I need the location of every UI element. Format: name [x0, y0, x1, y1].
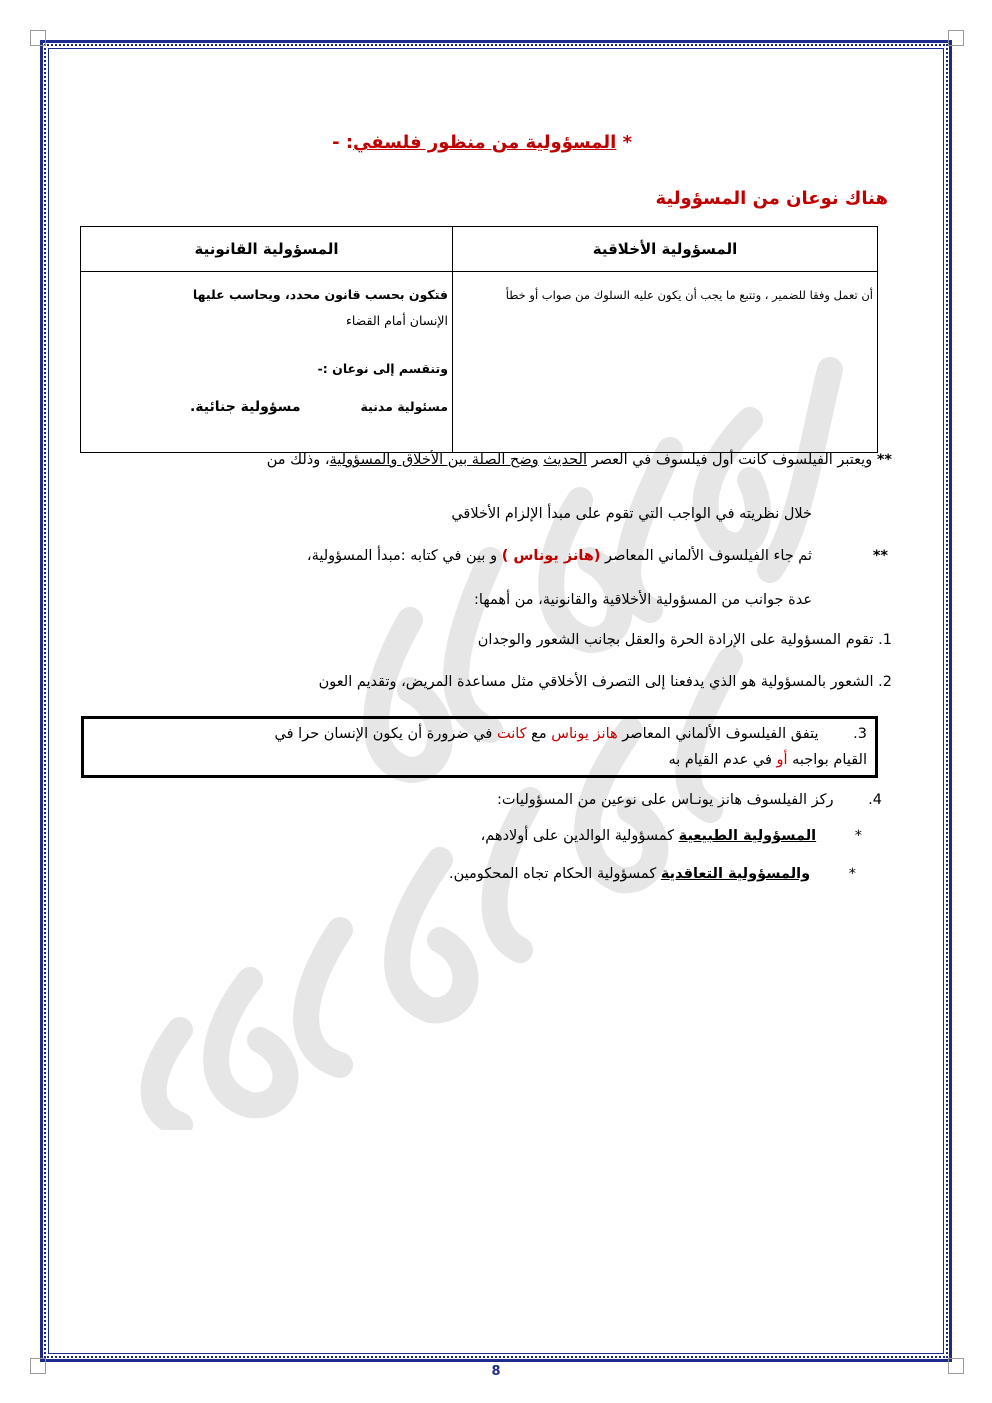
list-item-4: [497, 792, 882, 808]
item3-or: أو: [776, 752, 788, 768]
title-main: المسؤولية من منظور فلسفي: [353, 132, 617, 153]
bullet-contract: [449, 866, 856, 882]
legal-cell: [81, 272, 453, 453]
list-text-4: ركز الفيلسوف هانز يونـاس على نوعين من المسؤوليات:: [496, 792, 834, 808]
kant-text-3: ، وذلك من: [266, 452, 330, 468]
responsibility-table: [80, 226, 878, 453]
corner-mark: [30, 30, 46, 46]
list-text-3b: مع: [526, 726, 552, 742]
bullet-natural: [481, 828, 862, 844]
list-num-4: 4.: [868, 792, 882, 808]
legal-civil: مسئولية مدنية: [360, 399, 448, 414]
legal-line2: الإنسان أمام القضاء: [345, 313, 448, 328]
page-number: 8: [491, 1364, 501, 1379]
natural-label: المسؤولية الطبيعية: [678, 828, 817, 844]
corner-mark: [948, 30, 964, 46]
list-num-1: 1.: [878, 632, 892, 648]
moral-text: أن تعمل وفقا للضمير ، وتتبع ما يجب أن يكون عليه السلوك من صواب أو خطأ: [505, 288, 873, 302]
list-num-2: 2.: [878, 674, 892, 690]
highlight-box: [81, 716, 878, 778]
kant-paragraph: [267, 452, 892, 468]
jonas-prefix: **: [872, 548, 888, 564]
list-text-3c: في ضرورة أن يكون الإنسان حرا في: [274, 726, 497, 742]
item3-kant: كانت: [496, 726, 527, 742]
natural-text: كمسؤولية الوالدين على أولادهم،: [480, 828, 679, 844]
contract-text: كمسؤولية الحكام تجاه المحكومين.: [449, 866, 661, 882]
title-suffix: : -: [332, 132, 354, 153]
title-star: *: [622, 132, 632, 153]
list-text-1: تقوم المسؤولية على الإرادة الحرة والعقل بجانب الشعور والوجدان: [477, 632, 874, 648]
list-text-3e: في عدم القيام به: [668, 752, 777, 768]
list-text-3a: يتفق الفيلسوف الألماني المعاصر: [617, 726, 819, 742]
bullet-star: *: [854, 828, 862, 844]
list-item-2: [319, 674, 892, 690]
list-num-3: 3.: [853, 726, 867, 742]
item3-jonas: هانز يوناس: [551, 726, 618, 742]
jonas-paragraph: [307, 548, 812, 564]
jonas-name: (هانز يوناس ): [501, 548, 601, 564]
legal-divided: وتنقسم إلى نوعان :-: [317, 361, 448, 376]
kant-modern: الحديث: [543, 452, 587, 468]
kant-prefix: **: [876, 452, 892, 468]
kant-line2: خلال نظريته في الواجب التي تقوم على مبدأ الإلزام الأخلاقي: [451, 506, 812, 522]
moral-cell: [453, 272, 878, 453]
header-moral: المسؤولية الأخلاقية: [453, 227, 878, 272]
page-title: [332, 132, 632, 153]
kant-text-1: ويعتبر الفيلسوف كانت أول فيلسوف في العصر: [586, 452, 873, 468]
list-item-1: [478, 632, 892, 648]
section-heading: هناك نوعان من المسؤولية: [655, 188, 888, 209]
legal-criminal: مسؤولية جنائية.: [189, 399, 301, 415]
contract-label: والمسؤولية التعاقدية: [660, 866, 811, 882]
header-legal: المسؤولية القانونية: [81, 227, 453, 272]
list-text-2: الشعور بالمسؤولية هو الذي يدفعنا إلى التصرف الأخلاقي مثل مساعدة المريض، وتقديم العون: [318, 674, 874, 690]
list-text-3d: القيام بواجبه: [787, 752, 867, 768]
bullet-star: *: [848, 866, 856, 882]
jonas-line2: عدة جوانب من المسؤولية الأخلاقية والقانونية، من أهمها:: [474, 592, 812, 608]
legal-line1: فتكون بحسب قانون محدد، ويحاسب عليها: [192, 287, 448, 302]
jonas-text-1: ثم جاء الفيلسوف الألماني المعاصر: [600, 548, 812, 564]
kant-link: وضح الصلة بين الأخلاق والمسؤولية: [329, 452, 539, 468]
jonas-text-2: و بين في كتابه :مبدأ المسؤولية،: [306, 548, 502, 564]
